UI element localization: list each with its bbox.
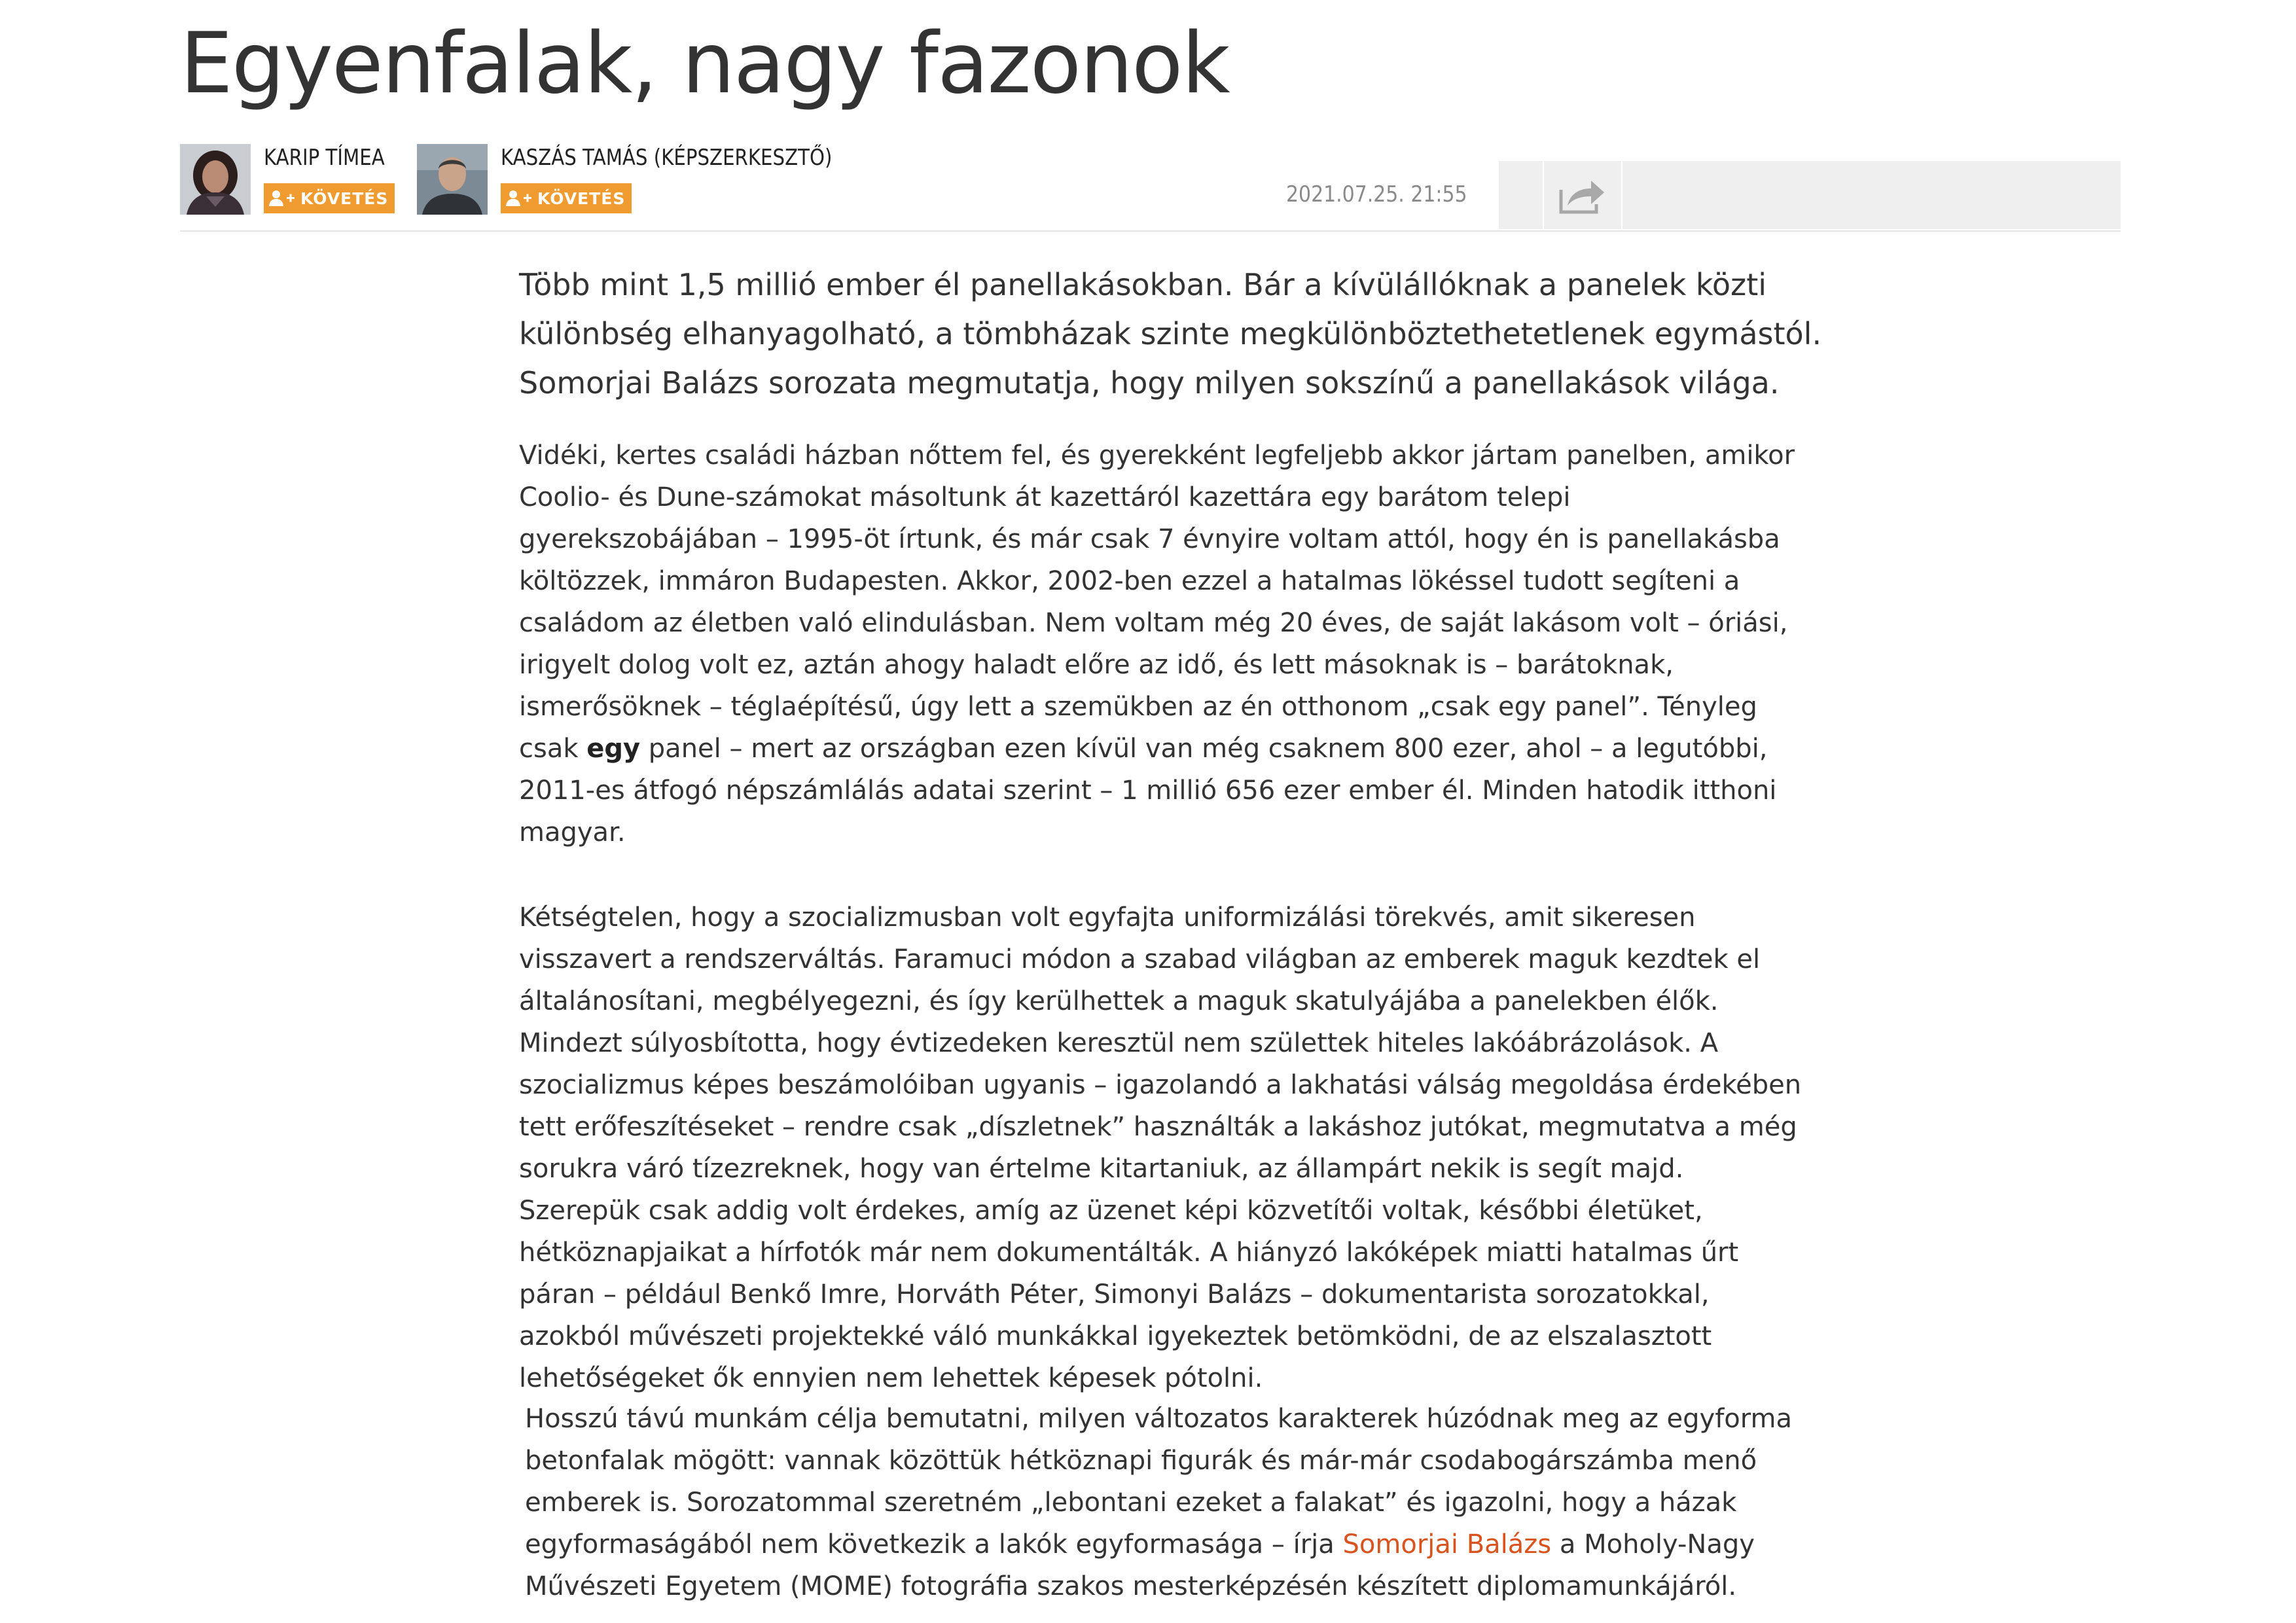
author-avatar[interactable] <box>417 144 488 215</box>
publish-timestamp: 2021.07.25. 21:55 <box>1286 181 1467 207</box>
avatar-portrait-icon <box>417 144 488 215</box>
paragraph-text: a Moholy-Nagy Művészeti Egyetem (MOME) fotográfia szakos mesterképzésén készített diplomamunkájáról. <box>525 1529 1755 1601</box>
share-arrow-icon <box>1558 175 1607 215</box>
paragraph-text: Vidéki, kertes családi házban nőttem fel, és gyerekként legfeljebb akkor jártam panelben, amikor Coolio- és Dune-számokat másoltunk át kazettáról kazettára egy barátom telepi gyerekszobájában – 1995-öt írtunk, és már csak 7 évnyire voltam attól, hogy én is panellakásba költözzek, immáron Budapesten. Akkor, 2002-ben ezzel a hatalmas lökéssel tudott segíteni a családom az életben való elindulásban. Nem voltam még 20 éves, de saját lakásom volt – óriási, irigyelt dolog volt ez, aztán ahogy haladt előre az idő, és lett másoknak is – barátoknak, ismerősöknek – téglaépítésű, úgy lett a szemükben az én otthonom „csak egy panel”. Tényleg csak <box>519 440 1795 764</box>
author-name[interactable]: KASZÁS TAMÁS (KÉPSZERKESZTŐ) <box>501 145 833 171</box>
toolbar-divider <box>1621 161 1623 229</box>
follow-button-label: KÖVETÉS <box>300 188 389 208</box>
follow-button[interactable] <box>501 183 632 213</box>
user-plus-icon <box>269 190 295 207</box>
bold-emphasis: egy <box>586 734 641 764</box>
author-avatar[interactable] <box>180 144 251 215</box>
follow-button[interactable] <box>264 183 395 213</box>
share-toolbar <box>1499 161 2121 229</box>
article-title: Egyenfalak, nagy fazonok <box>180 15 1229 113</box>
follow-button-label: KÖVETÉS <box>537 188 626 208</box>
byline-bar <box>180 143 2121 232</box>
avatar-portrait-icon <box>180 144 251 215</box>
article-paragraph: Kétségtelen, hogy a szocializmusban volt egyfajta uniformizálási törekvés, amit sikeresen visszavert a rendszerváltás. Faramuci módon a szabad világban az emberek maguk kezdtek el általánosítani, megbélyegezni, és így kerülhettek a maguk skatulyájába a panelekben élők. Mindezt súlyosbította, hogy évtizedeken keresztül nem születtek hiteles lakóábrázolások. A szocializmus képes beszámolóiban ugyanis – igazolandó a lakhatási válság megoldása érdekében tett erőfeszítéseket – rendre csak „díszletnek” használták a lakáshoz jutókat, megmutatva a még sorukra váró tízezreknek, hogy van értelme kitartaniuk, az állampárt nekik is segít majd. Szerepük csak addig volt érdekes, amíg az üzenet képi közvetítői voltak, későbbi életüket, hétköznapjaikat a hírfotók már nem dokumentálták. A hiányzó lakóképek miatti hatalmas űrt páran – például Benkő Imre, Horváth Péter, Simonyi Balázs – dokumentarista sorozatokkal, azokból művészeti projektekké váló munkákkal igyekeztek betömködni, de az elszalasztott lehetőségeket ők ennyien nem lehettek képesek pótolni. <box>519 902 1802 1393</box>
paragraph-text: Hosszú távú munkám célja bemutatni, milyen változatos karakterek húzódnak meg az egyforma betonfalak mögött: vannak közöttük hétköznapi figurák és már-már csodabogárszámba menő emberek is. Sorozatommal szeretném „lebontani ezeket a falakat” és igazolni, hogy a házak egyformaságából nem következik a lakók egyformasága – írja <box>525 1404 1792 1560</box>
author-name[interactable]: KARIP TÍMEA <box>264 145 385 171</box>
paragraph-text: panel – mert az országban ezen kívül van még csaknem 800 ezer, ahol – a legutóbbi, 2011-es átfogó népszámlálás adatai szerint – 1 millió 656 ezer ember él. Minden hatodik itthoni magyar. <box>519 734 1777 847</box>
user-plus-icon <box>506 190 532 207</box>
article-lead: Több mint 1,5 millió ember él panellakásokban. Bár a kívülállóknak a panelek közti különbség elhanyagolható, a tömbházak szinte megkülönböztethetetlenek egymástól. Somorjai Balázs sorozata megmutatja, hogy milyen sokszínű a panellakások világa. <box>519 267 1822 401</box>
share-button[interactable] <box>1544 161 1621 229</box>
article-paragraph <box>519 435 1802 853</box>
article-quote-paragraph <box>525 1398 1808 1607</box>
photographer-link[interactable]: Somorjai Balázs <box>1342 1529 1552 1560</box>
